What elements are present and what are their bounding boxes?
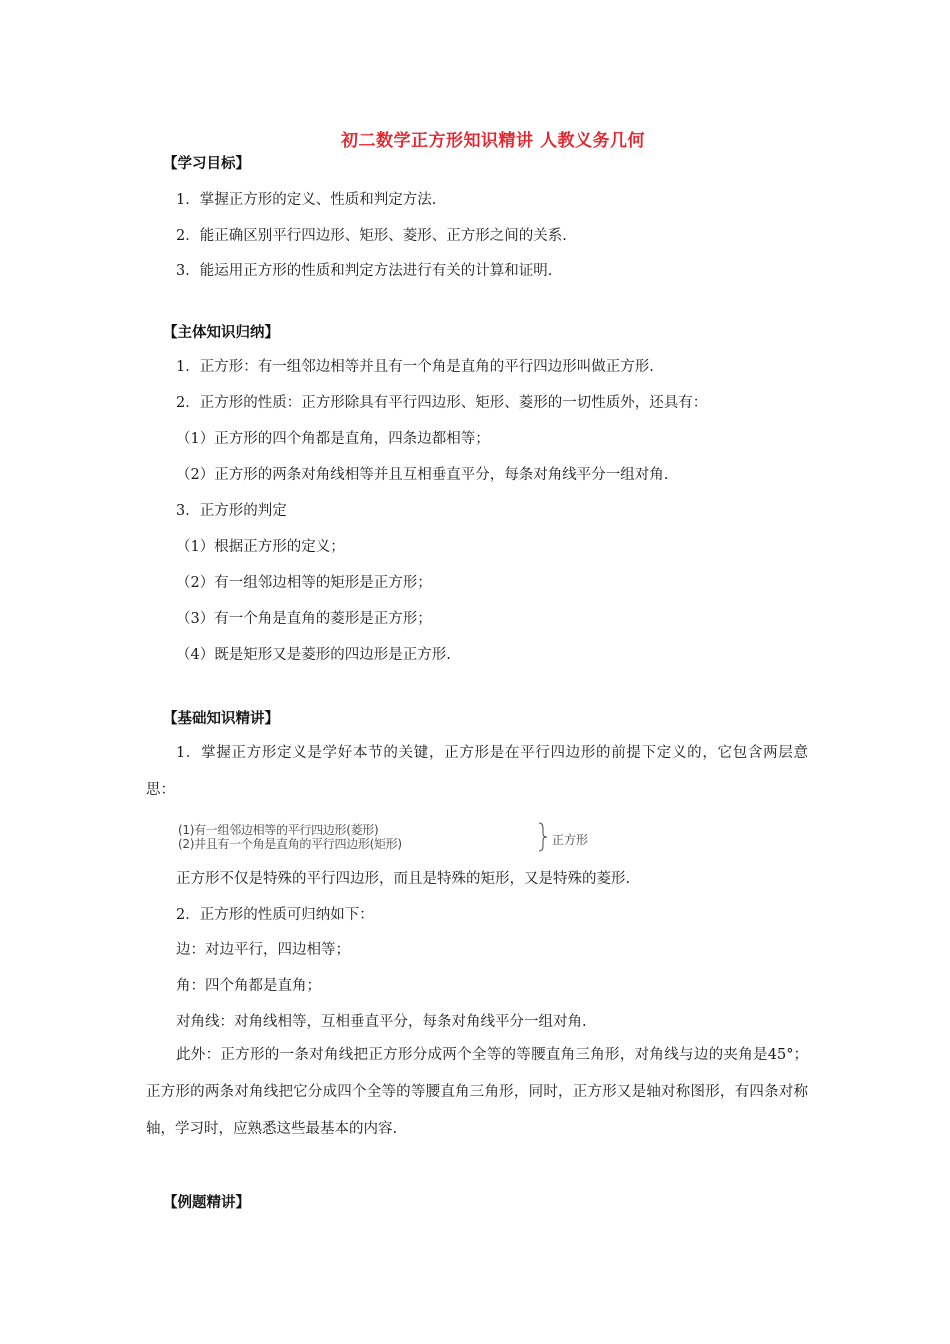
knowledge-item-2: 2．正方形的性质：正方形除具有平行四边形、矩形、菱形的一切性质外，还具有：: [176, 395, 708, 411]
section-heading-basic-knowledge: 【基础知识精讲】: [163, 711, 279, 727]
knowledge-item-1: 1．正方形：有一组邻边相等并且有一个角是直角的平行四边形叫做正方形.: [176, 359, 654, 375]
section-heading-objectives: 【学习目标】: [163, 156, 250, 172]
objective-item-3: 3．能运用正方形的性质和判定方法进行有关的计算和证明.: [176, 263, 553, 279]
knowledge-item-4: （2）正方形的两条对角线相等并且互相垂直平分，每条对角线平分一组对角.: [176, 467, 669, 483]
objective-item-1: 1．掌握正方形的定义、性质和判定方法.: [176, 192, 437, 208]
knowledge-item-3: （1）正方形的四个角都是直角，四条边都相等；: [176, 431, 490, 447]
knowledge-item-8: （3）有一个角是直角的菱形是正方形；: [176, 611, 432, 627]
basic-item-3: 边：对边平行，四边相等；: [176, 942, 350, 958]
section-heading-examples: 【例题精讲】: [163, 1195, 250, 1211]
document-title: 初二数学正方形知识精讲 人教义务几何: [341, 131, 645, 151]
brace-result: 正方形: [552, 833, 589, 847]
basic-paragraph-2: 此外：正方形的一条对角线把正方形分成两个全等的等腰直角三角形，对角线与边的夹角是45°；正方形的两条对角线把它分成四个全等的等腰直角三角形，同时，正方形又是轴对称图形，有四条对称轴，学习时，应熟悉这些最基本的内容.: [146, 1047, 808, 1137]
basic-item-5: 对角线：对角线相等，互相垂直平分，每条对角线平分一组对角.: [176, 1014, 587, 1030]
knowledge-item-6: （1）根据正方形的定义；: [176, 539, 345, 555]
basic-item-4: 角：四个角都是直角；: [176, 978, 321, 994]
objective-item-2: 2．能正确区别平行四边形、矩形、菱形、正方形之间的关系.: [176, 228, 567, 244]
knowledge-item-7: （2）有一组邻边相等的矩形是正方形；: [176, 575, 432, 591]
brace-line-1: (1)有一组邻边相等的平行四边形(菱形): [178, 823, 379, 837]
knowledge-item-5: 3．正方形的判定: [176, 503, 287, 519]
basic-item-1: 正方形不仅是特殊的平行四边形，而且是特殊的矩形，又是特殊的菱形.: [176, 871, 631, 887]
basic-item-2: 2．正方形的性质可归纳如下：: [176, 907, 374, 923]
section-heading-main-knowledge: 【主体知识归纳】: [163, 325, 279, 341]
definition-brace-figure: [178, 822, 628, 854]
knowledge-item-9: （4）既是矩形又是菱形的四边形是正方形.: [176, 647, 451, 663]
brace-line-2: (2)并且有一个角是直角的平行四边形(矩形): [178, 837, 402, 851]
basic-paragraph-1: 1．掌握正方形定义是学好本节的关键，正方形是在平行四边形的前提下定义的，它包含两层意思：: [146, 745, 808, 798]
right-brace-icon: [538, 822, 548, 852]
